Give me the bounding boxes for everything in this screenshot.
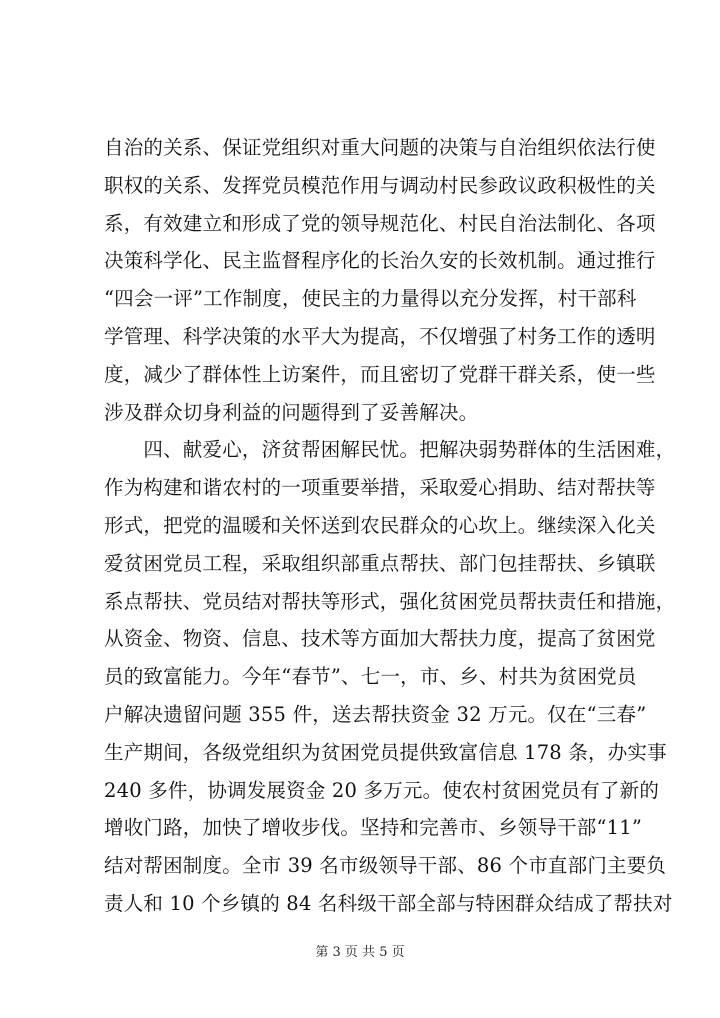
text-line: 学管理、科学决策的水平大为提高，不仅增强了村务工作的透明 [104, 324, 656, 348]
text-line: 作为构建和谐农村的一项重要举措，采取爱心捐助、结对帮扶等 [104, 476, 656, 500]
text-line: 结对帮困制度。全市 39 名市级领导干部、86 个市直部门主要负 [104, 854, 667, 878]
text-line: 从资金、物资、信息、技术等方面加大帮扶力度，提高了贫困党 [104, 627, 656, 651]
text-line: 涉及群众切身利益的问题得到了妥善解决。 [104, 400, 479, 424]
text-line: 户解决遗留问题 355 件，送去帮扶资金 32 万元。仅在“三春” [104, 702, 647, 726]
text-line: “四会一评”工作制度，使民主的力量得以充分发挥，村干部科 [104, 287, 637, 311]
text-line: 职权的关系、发挥党员模范作用与调动村民参政议政积极性的关 [104, 173, 656, 197]
text-line: 增收门路，加快了增收步伐。坚持和完善市、乡领导干部“11” [104, 816, 643, 840]
text-line: 生产期间，各级党组织为贫困党员提供致富信息 178 条，办实事 [104, 740, 667, 764]
text-line: 员的致富能力。今年“春节”、七一，市、乡、村共为贫困党员 [104, 665, 637, 689]
page-number-footer: 第 3 页 共 5 页 [315, 945, 405, 960]
text-line: 系，有效建立和形成了党的领导规范化、村民自治法制化、各项 [104, 211, 656, 235]
text-line: 责人和 10 个乡镇的 84 名科级干部全部与特困群众结成了帮扶对 [104, 891, 673, 915]
text-line: 四、献爱心，济贫帮困解民忧。把解决弱势群体的生活困难， [104, 438, 676, 462]
text-line: 爱贫困党员工程，采取组织部重点帮扶、部门包挂帮扶、乡镇联 [104, 551, 656, 575]
text-line: 形式，把党的温暖和关怀送到农民群众的心坎上。继续深入化关 [104, 513, 656, 537]
text-line: 240 多件，协调发展资金 20 多万元。使农村贫困党员有了新的 [104, 778, 660, 802]
text-line: 度，减少了群体性上访案件，而且密切了党群干群关系，使一些 [104, 362, 656, 386]
text-line: 系点帮扶、党员结对帮扶等形式，强化贫困党员帮扶责任和措施， [104, 589, 676, 613]
body-text [104, 129, 676, 923]
text-line: 自治的关系、保证党组织对重大问题的决策与自治组织依法行使 [104, 136, 656, 159]
text-line: 决策科学化、民主监督程序化的长治久安的长效机制。通过推行 [104, 249, 656, 273]
